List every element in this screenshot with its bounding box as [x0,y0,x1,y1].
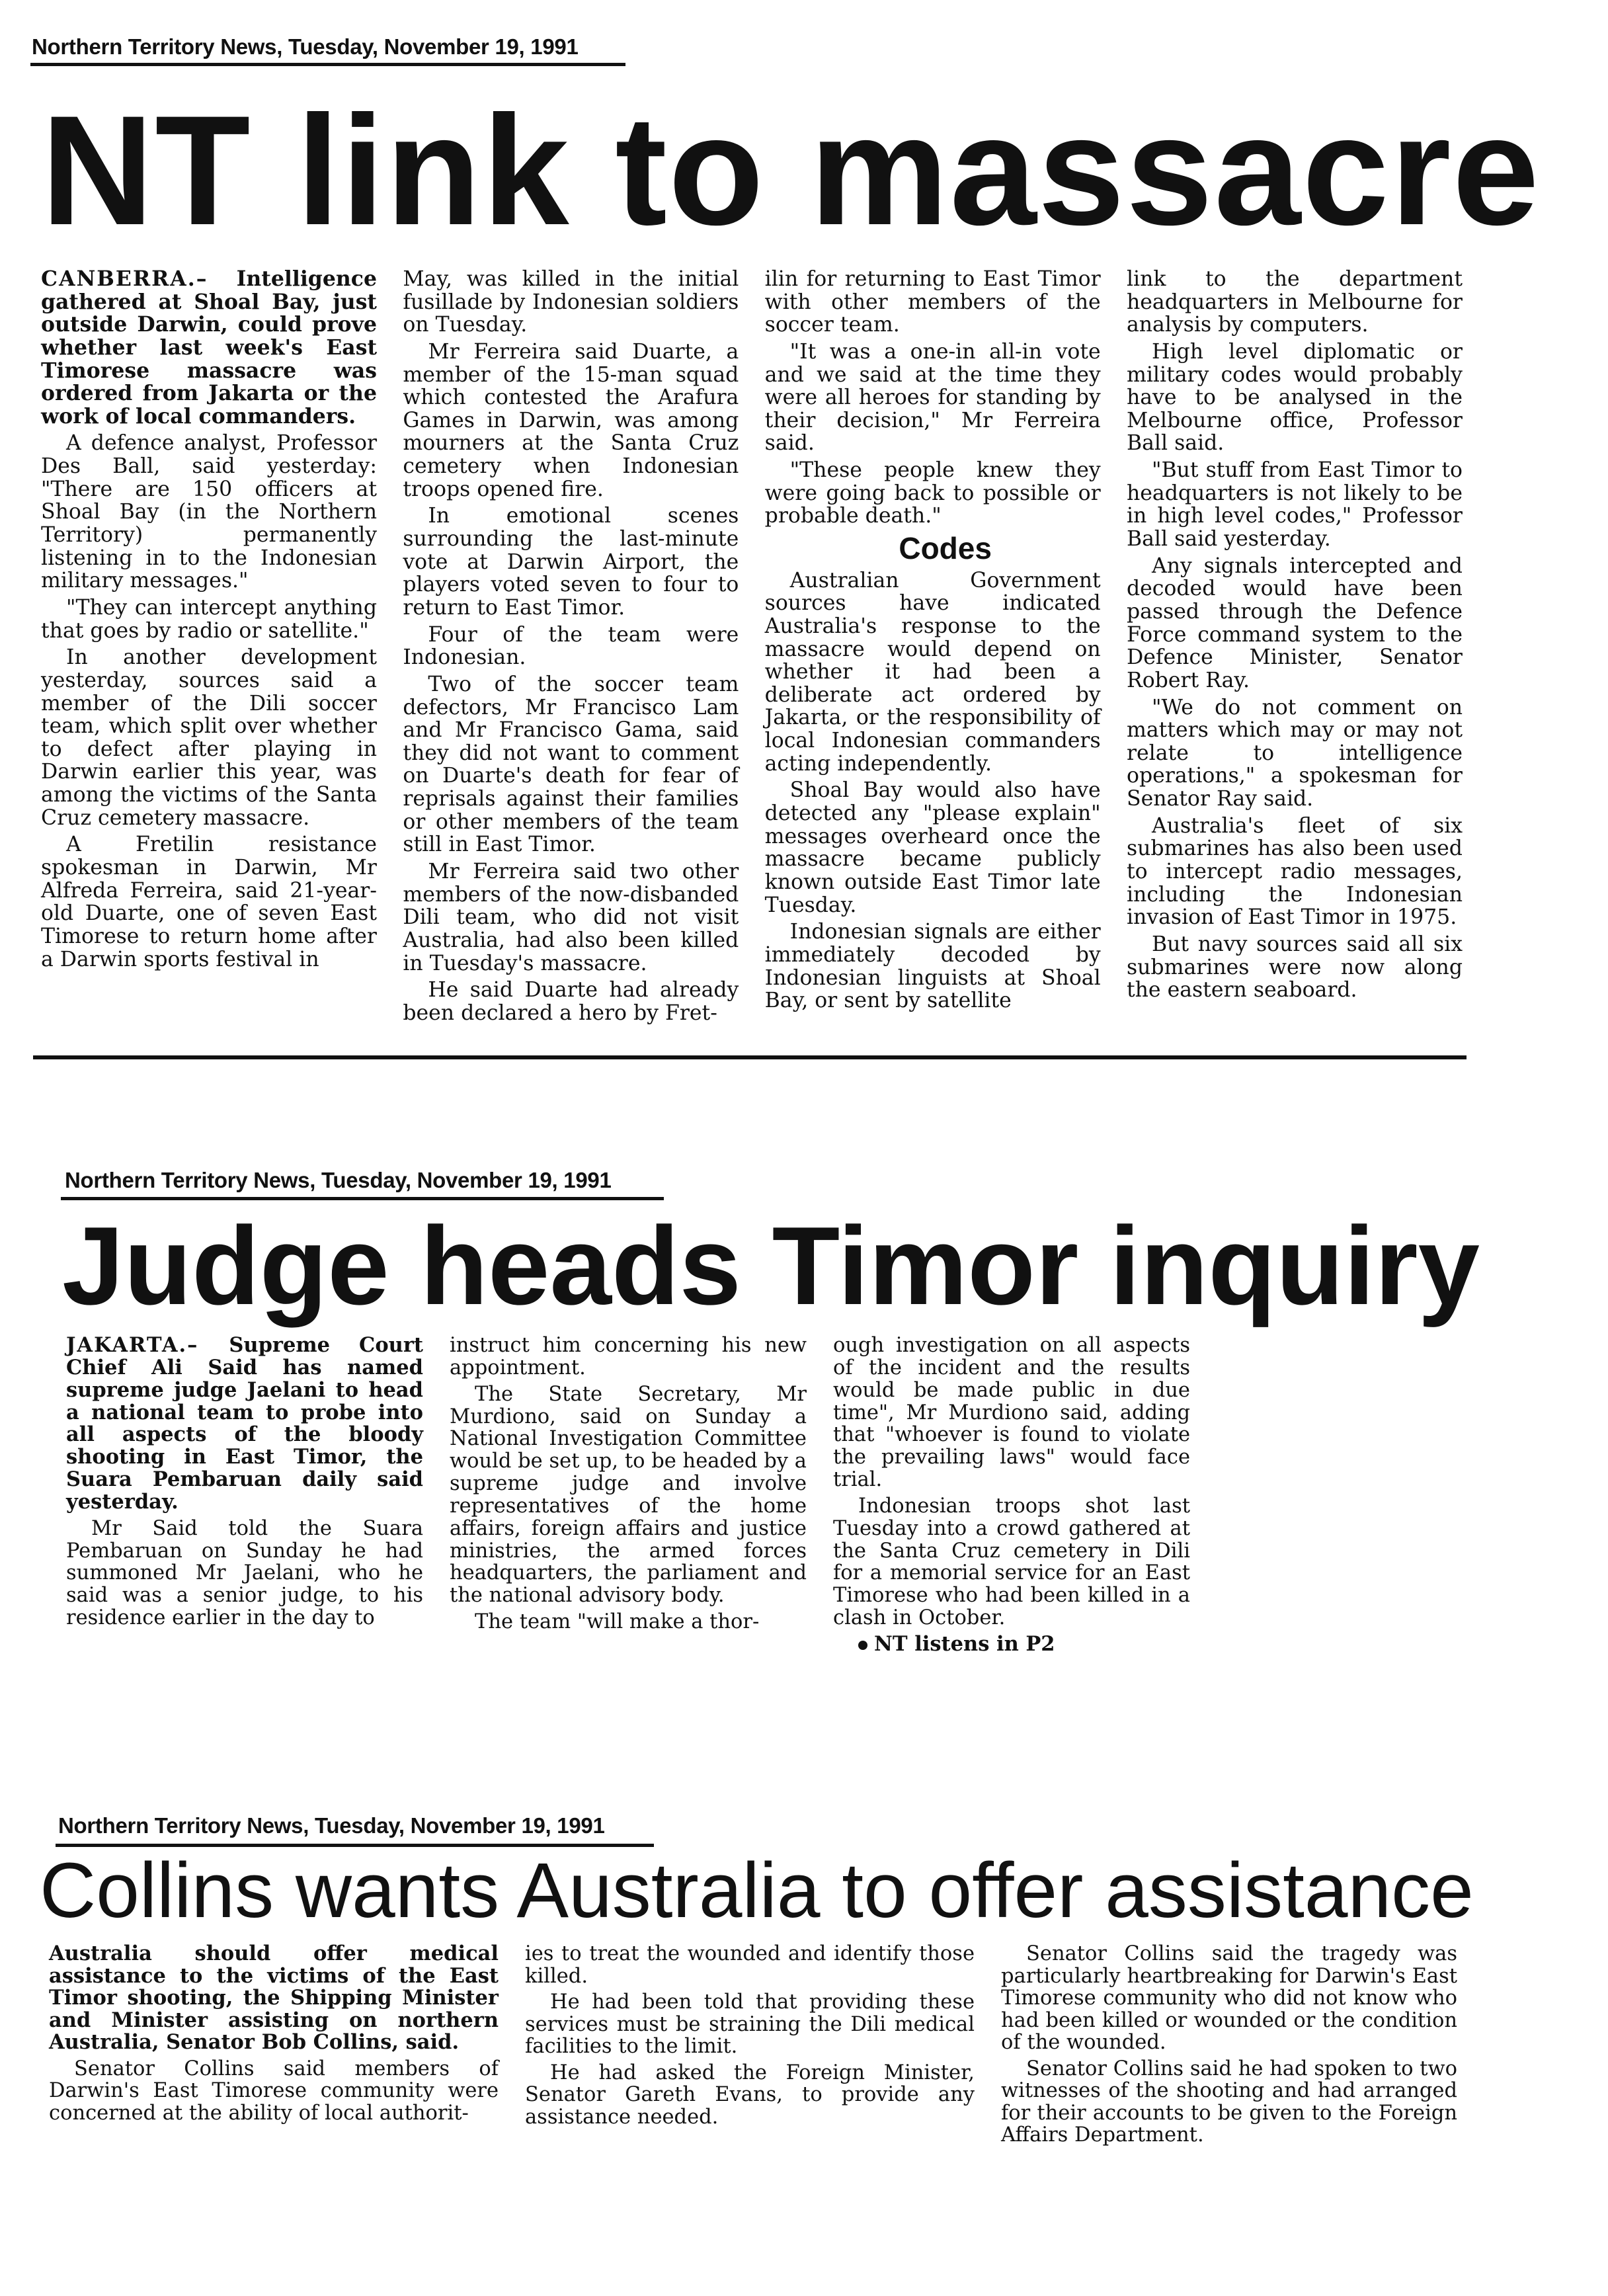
crosshead: Codes [899,531,992,566]
body-paragraph: Mr Said told the Suara Pembaruan on Sunday he had summoned Mr Jaelani, who he said was a senior judge, to his residence earlier in the day to [66,1516,423,1630]
body-paragraph: Any signals intercepted and decoded would have been passed through the Defence Force command system to the Defence Minister, Senator Robert Ray. [1126,554,1463,692]
dateline-rule [30,63,625,66]
body-paragraph: ilin for returning to East Timor with other members of the soccer team. [764,267,1101,337]
article-column-3 [833,1334,1190,1656]
lead-paragraph [66,1334,423,1514]
body-paragraph: The team "will make a thor- [475,1610,760,1634]
body-paragraph: "It was a one-in all-in vote and we said at the time they were all heroes for standing by their decision," Mr Ferreira said. [764,339,1101,456]
article-column-1 [41,268,377,1042]
body-paragraph: Two of the soccer team defectors, Mr Francisco Lam and Mr Francisco Gama, said they did not want to comment on Duarte's death for fear of reprisals against their families or other members of the team still in East Timor. [403,672,739,857]
article-end-rule [33,1055,1467,1059]
clip-dateline: Northern Territory News, Tuesday, November 19, 1991 [65,1168,612,1192]
body-paragraph: May, was killed in the initial fusillade by Indonesian soldiers on Tuesday. [403,267,739,337]
clip-collins-wants-australia-to-offer-assistance [0,1746,1608,2296]
body-paragraph: Australia's fleet of six submarines has also been used to intercept radio messages, including the Indonesian invasion of East Timor in 1975. [1126,813,1463,930]
lead-paragraph [41,268,377,428]
clip-judge-heads-timor-inquiry [0,1085,1608,1746]
article-column-1 [66,1333,423,1630]
lead-text: Supreme Court Chief Ali Said has named supreme judge Jaelani to head a national team to probe into all aspects of the bloody shooting in East Timor, the Suara Pembaruan daily said yesterday. [66,1333,423,1514]
body-paragraph: Indonesian troops shot last Tuesday into a crowd gathered at the Santa Cruz cemetery in Dili for a memorial service for an East Timorese who had been killed in a clash in October. [833,1494,1190,1630]
body-paragraph: Four of the team were Indonesian. [403,622,739,670]
body-paragraph: In emotional scenes surrounding the last-minute vote at Darwin Airport, the players voted seven to four to return to East Timor. [403,504,739,620]
body-paragraph: Indonesian signals are either immediately decoded by Indonesian linguists at Shoal Bay, or sent by satellite [764,920,1101,1013]
body-paragraph: ough investigation on all aspects of the incident and the results would be made public in due time", Mr Murdiono said, adding that "whoever is found to violate the prevailing laws" would face trial. [833,1334,1190,1492]
clip-dateline: Northern Territory News, Tuesday, November 19, 1991 [32,34,579,59]
clip-dateline: Northern Territory News, Tuesday, November 19, 1991 [58,1813,605,1838]
body-paragraph: But navy sources said all six submarines were now along the eastern seaboard. [1126,932,1463,1003]
headline: NT link to massacre [41,83,1541,258]
body-paragraph: Senator Collins said the tragedy was particularly heartbreaking for Darwin's East Timorese community who did not know who had been killed or wounded or the condition of the wounded. [1001,1942,1457,2055]
article-column-4 [1127,268,1463,1042]
body-paragraph: link to the department headquarters in Melbourne for analysis by computers. [1126,267,1463,337]
article-column-2 [403,268,739,1042]
body-paragraph: Senator Collins said members of Darwin's East Timorese community were concerned at the ability of local authorit- [49,2057,499,2125]
article-column-1 [49,1943,499,2181]
body-paragraph: "We do not comment on matters which may or may not relate to intelligence operations," a spokesman for Senator Ray said. [1126,695,1463,811]
body-paragraph: He had been told that providing these services must be straining the Dili medical facilities to the limit. [525,1990,975,2059]
article-column-3 [765,268,1101,1042]
body-paragraph: In another development yesterday, sources said a member of the Dili soccer team, which split over whether to defect after playing in Darwin earlier this year, was among the victims of the Santa Cruz cemetery massacre. [41,645,377,830]
body-paragraph: instruct him concerning his new appointment. [450,1334,807,1379]
article-columns [66,1333,1190,1656]
body-paragraph: He had asked the Foreign Minister, Senator Gareth Evans, to provide any assistance needed. [525,2061,975,2129]
body-paragraph: Senator Collins said he had spoken to two witnesses of the shooting and had arranged for their accounts to be given to the Foreign Affairs Department. [1001,2057,1457,2147]
article-column-2 [450,1334,807,1634]
dateline-city: JAKARTA.– [66,1333,229,1357]
body-paragraph: "These people knew they were going back to possible or probable death." [764,458,1101,528]
body-paragraph: The State Secretary, Mr Murdiono, said on Sunday a National Investigation Committee would be set up, to be headed by a supreme judge and involve representatives of the home affairs, foreign affairs and justice ministries, the armed forces headquarters, the parliament and the national advisory body. [450,1382,807,1608]
body-paragraph: ies to treat the wounded and identify those killed. [525,1942,975,1988]
cross-reference-text: NT listens in P2 [874,1631,1055,1656]
body-paragraph: Australian Government sources have indicated Australia's response to the massacre would depend on whether it had been a deliberate act ordered by Jakarta, or the responsibility of local Indonesian commanders acting independently. [764,568,1101,776]
bullet-icon [858,1641,867,1650]
article-column-2 [525,1943,975,2181]
clip-nt-link-to-massacre [0,0,1608,1085]
article-column-3 [1001,1943,1457,2181]
body-paragraph: "They can intercept anything that goes by radio or satellite." [41,595,377,643]
article-columns [41,268,1463,1042]
body-paragraph: "But stuff from East Timor to headquarters is not likely to be in high level codes," Professor Ball said yesterday. [1126,458,1463,552]
dateline-city: CANBERRA.– [41,266,237,291]
lead-paragraph: Australia should offer medical assistance to the victims of the East Timor shooting, the Shipping Minister and Minister assisting on northern Australia, Senator Bob Collins, said. [49,1942,499,2055]
headline: Collins wants Australia to offer assistance [40,1847,1474,1934]
cross-reference [833,1633,1190,1656]
dateline-rule [61,1197,664,1200]
body-paragraph: He said Duarte had already been declared a hero by Fret- [403,978,739,1025]
body-paragraph: A Fretilin resistance spokesman in Darwin, Mr Alfreda Ferreira, said 21-year-old Duarte, one of seven East Timorese to return home after a Darwin sports festival in [41,833,377,971]
body-paragraph: Mr Ferreira said two other members of the now-disbanded Dili team, who did not visit Australia, had also been killed in Tuesday's massacre. [403,860,739,975]
body-paragraph: A defence analyst, Professor Des Ball, said yesterday: "There are 150 officers at Shoal Bay (in the Northern Territory) permanently listening in to the Indonesian military messages." [41,431,377,593]
body-paragraph: High level diplomatic or military codes would probably have to be analysed in the Melbourne office, Professor Ball said. [1126,339,1463,456]
lead-text: Intelligence gathered at Shoal Bay, just outside Darwin, could prove whether last week's East Timorese massacre was ordered from Jakarta or the work of local commanders. [41,266,377,429]
article-columns [49,1943,1457,2181]
body-paragraph: Mr Ferreira said Duarte, a member of the 15-man squad which contested the Arafura Games in Darwin, was among mourners at the Santa Cruz cemetery when Indonesian troops opened fire. [403,339,739,501]
body-paragraph: Shoal Bay would also have detected any "please explain" messages overheard once the massacre became publicly known outside East Timor late Tuesday. [764,778,1101,917]
headline: Judge heads Timor inquiry [62,1204,1480,1328]
